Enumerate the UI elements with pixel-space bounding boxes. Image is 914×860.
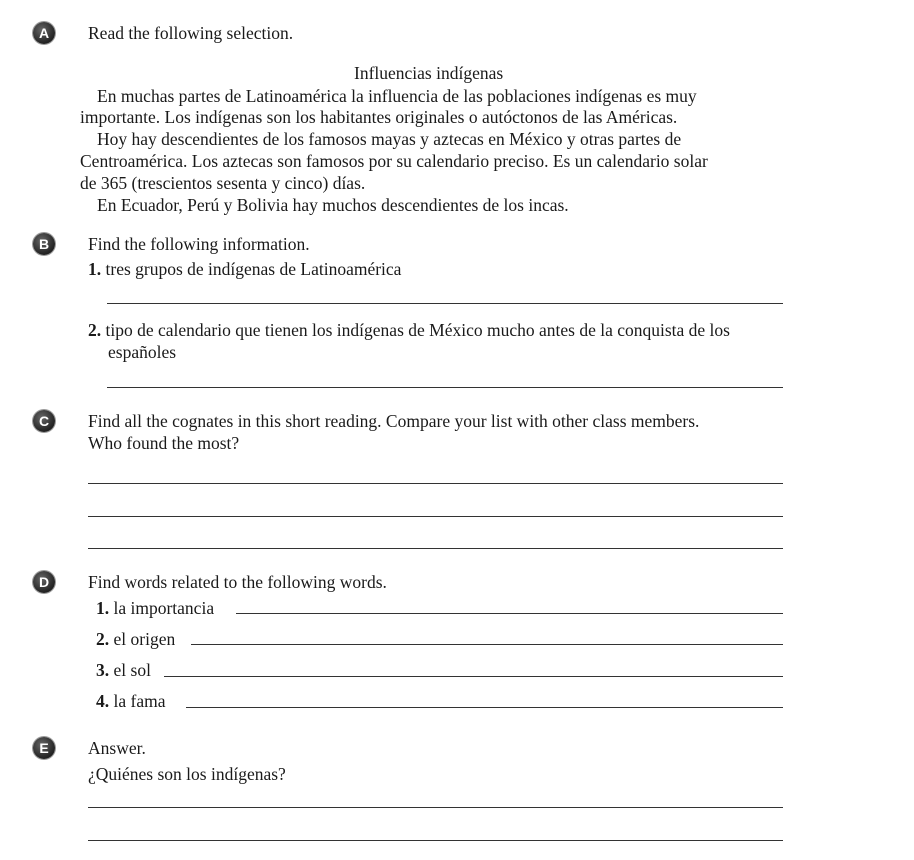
section-e-question: ¿Quiénes son los indígenas?	[88, 764, 286, 784]
reading-line: Hoy hay descendientes de los famosos mayas y aztecas en México y otras partes de	[97, 129, 682, 149]
answer-line[interactable]	[88, 807, 783, 808]
answer-line[interactable]	[107, 387, 783, 388]
item-text: tres grupos de indígenas de Latinoamérica	[105, 259, 402, 279]
section-c-instruction-continued: Who found the most?	[88, 433, 240, 453]
answer-line[interactable]	[107, 303, 783, 304]
reading-title: Influencias indígenas	[354, 63, 504, 83]
section-a-instruction: Read the following selection.	[88, 23, 294, 43]
section-a-badge: A	[33, 22, 55, 44]
word-item	[96, 660, 151, 680]
answer-line[interactable]	[191, 644, 783, 645]
reading-line: importante. Los indígenas son los habitantes originales o autóctonos de las Américas.	[80, 107, 678, 127]
word-item	[96, 691, 165, 711]
answer-line[interactable]	[164, 676, 783, 677]
reading-line: En muchas partes de Latinoamérica la influencia de las poblaciones indígenas es muy	[97, 86, 697, 106]
section-e-badge: E	[33, 737, 55, 759]
answer-line[interactable]	[88, 516, 783, 517]
item-number: 1.	[88, 259, 102, 279]
question-item	[88, 320, 730, 340]
reading-line: de 365 (trescientos sesenta y cinco) días.	[80, 173, 366, 193]
word-item	[96, 629, 175, 649]
answer-line[interactable]	[88, 840, 783, 841]
item-number: 2.	[96, 629, 110, 649]
item-text: la fama	[113, 691, 166, 711]
item-text-continued: españoles	[108, 342, 177, 362]
item-number: 3.	[96, 660, 110, 680]
section-c-badge: C	[33, 410, 55, 432]
item-text: tipo de calendario que tienen los indígenas de México mucho antes de la conquista de los	[105, 320, 730, 340]
section-d-instruction: Find words related to the following words.	[88, 572, 387, 592]
item-number: 1.	[96, 598, 110, 618]
section-b-badge: B	[33, 233, 55, 255]
section-e-instruction: Answer.	[88, 738, 146, 758]
item-text: el origen	[113, 629, 176, 649]
answer-line[interactable]	[88, 548, 783, 549]
section-b-instruction: Find the following information.	[88, 234, 310, 254]
item-text: el sol	[113, 660, 151, 680]
item-text: la importancia	[113, 598, 215, 618]
word-item	[96, 598, 214, 618]
answer-line[interactable]	[88, 483, 783, 484]
section-c-instruction: Find all the cognates in this short reading. Compare your list with other class members.	[88, 411, 700, 431]
answer-line[interactable]	[236, 613, 783, 614]
reading-line: En Ecuador, Perú y Bolivia hay muchos descendientes de los incas.	[97, 195, 569, 215]
reading-line: Centroamérica. Los aztecas son famosos por su calendario preciso. Es un calendario solar	[80, 151, 708, 171]
section-d-badge: D	[33, 571, 55, 593]
question-item	[88, 259, 401, 279]
item-number: 4.	[96, 691, 110, 711]
item-number: 2.	[88, 320, 102, 340]
answer-line[interactable]	[186, 707, 783, 708]
